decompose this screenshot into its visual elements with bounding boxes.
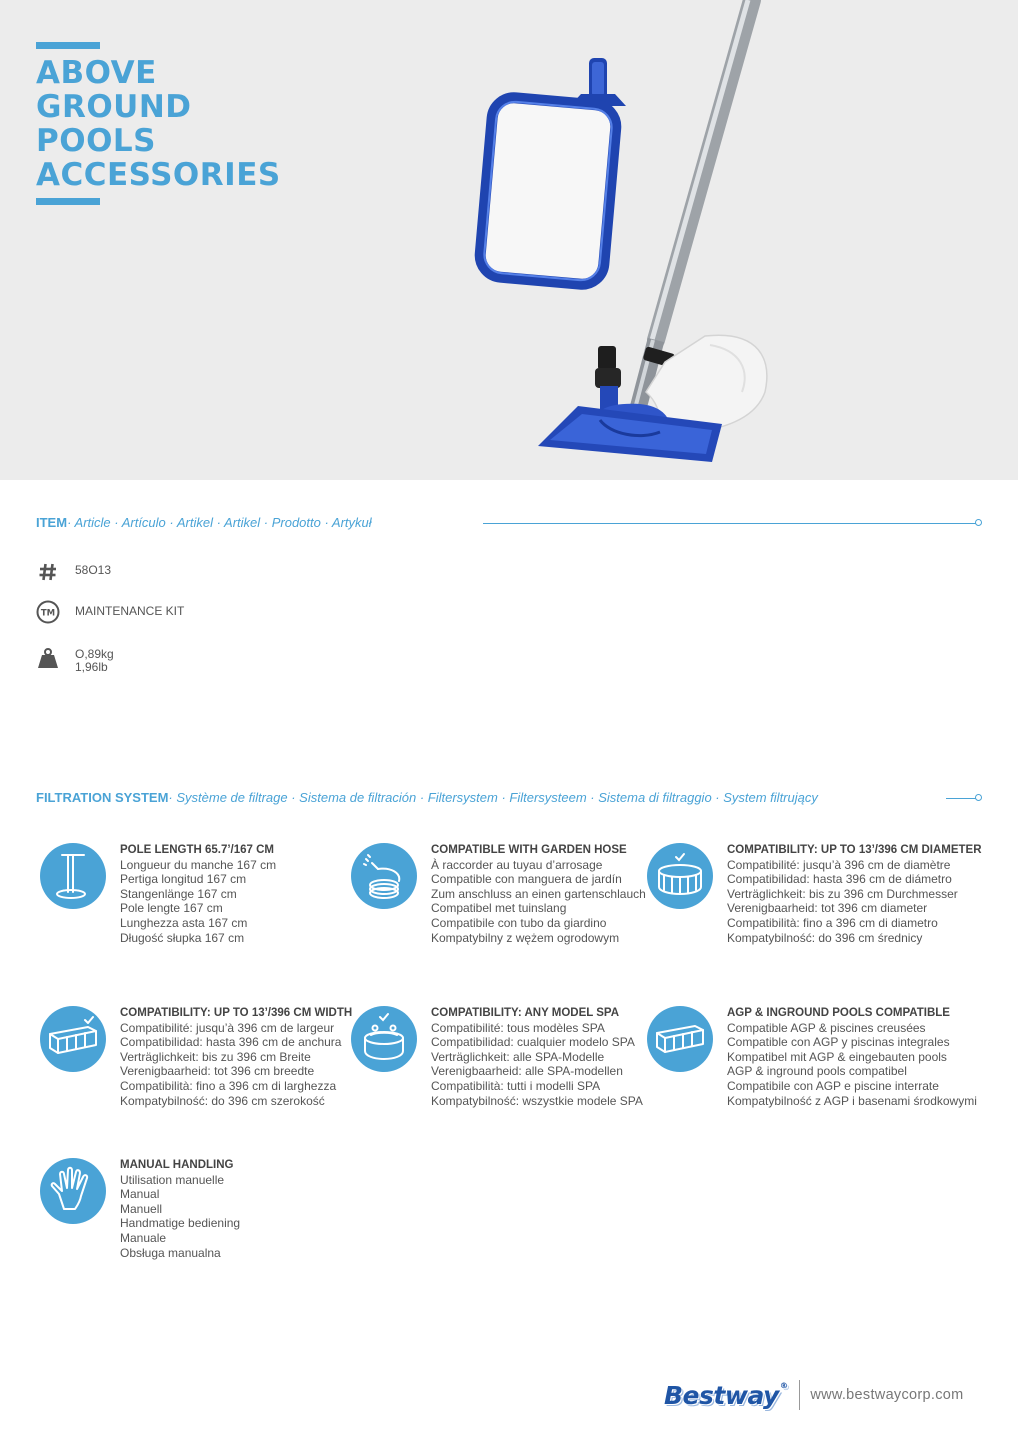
feature-line: Kompatibel mit AGP & eingebauten pools — [727, 1049, 947, 1064]
feature-title: POLE LENGTH 65.7’/167 CM — [120, 844, 275, 856]
feature-line: Manuell — [120, 1201, 163, 1216]
feature-line: Compatible con AGP y piscinas integrales — [727, 1035, 950, 1050]
item-heading-bold: ITEM — [36, 515, 68, 530]
feature-line: Obsługa manualna — [120, 1245, 221, 1260]
item-heading-translations: · Article · Artículo · Artikel · Artikel · Prodotto · Artykuł — [67, 515, 372, 530]
rectangular-pool-icon — [40, 1006, 106, 1072]
feature-line: Compatibilità: fino a 396 cm di diametro — [727, 915, 938, 930]
feature-line: Compatibilità: fino a 396 cm di larghezza — [120, 1078, 337, 1093]
title-line: ABOVE — [36, 55, 157, 91]
registered-mark: ® — [779, 1380, 788, 1390]
leaf-skimmer — [478, 58, 626, 286]
bestway-logo — [664, 1381, 787, 1410]
feature-line: Compatible con manguera de jardín — [431, 872, 622, 887]
feature-line: Longueur du manche 167 cm — [120, 857, 277, 872]
svg-text:TM: TM — [40, 608, 56, 619]
feature-line: Verträglichkeit: alle SPA-Modelle — [431, 1049, 605, 1064]
title-bottom-bar — [36, 198, 100, 205]
spa-icon — [351, 1006, 417, 1072]
feature-line: Kompatybilność z AGP i basenami środkowymi — [727, 1093, 977, 1108]
title-line: GROUND — [36, 89, 192, 125]
spec-weight-kg: O,89kg — [75, 647, 114, 661]
feature-line: Compatibilité: tous modèles SPA — [431, 1020, 605, 1035]
feature-title: COMPATIBILITY: UP TO 13’/396 CM DIAMETER — [727, 844, 982, 856]
feature-line: Manuale — [120, 1230, 167, 1245]
trademark-icon — [36, 600, 60, 624]
pole-icon — [40, 843, 106, 909]
filtration-section-rule-end — [975, 794, 982, 801]
feature-garden-hose — [351, 843, 646, 945]
hero-banner — [0, 0, 1018, 480]
feature-title: MANUAL HANDLING — [120, 1159, 234, 1171]
feature-spa — [351, 1006, 643, 1108]
title-top-bar — [36, 42, 100, 49]
weight-icon — [36, 646, 60, 670]
spec-weight-lb: 1,96lb — [75, 660, 108, 674]
feature-line: Stangenlänge 167 cm — [120, 886, 237, 901]
website-link[interactable]: www.bestwaycorp.com — [810, 1387, 964, 1403]
feature-line: Verenigbaarheid: tot 396 cm breedte — [120, 1064, 315, 1079]
spec-code-row — [36, 560, 111, 584]
feature-title: COMPATIBILITY: UP TO 13’/396 CM WIDTH — [120, 1007, 353, 1019]
feature-line: Verträglichkeit: bis zu 396 cm Durchmesser — [727, 886, 958, 901]
feature-line: Kompatybilność: do 396 cm średnicy — [727, 930, 923, 945]
feature-line: AGP & inground pools compatibel — [727, 1064, 907, 1079]
feature-line: Compatibilidad: cualquier modelo SPA — [431, 1035, 635, 1050]
feature-rectangular-pool — [40, 1006, 352, 1108]
garden-hose-icon — [351, 843, 417, 909]
brand-name: Bestway — [664, 1380, 779, 1410]
feature-line: Kompatybilny z wężem ogrodowym — [431, 930, 620, 945]
spec-weight — [75, 646, 114, 674]
feature-title: COMPATIBLE WITH GARDEN HOSE — [431, 844, 627, 856]
feature-line: Compatibilidad: hasta 396 cm de anchura — [120, 1035, 342, 1050]
feature-line: Manual — [120, 1187, 160, 1202]
feature-line: Kompatybilność: do 396 cm szerokość — [120, 1093, 325, 1108]
spec-name: MAINTENANCE KIT — [75, 604, 185, 618]
feature-round-pool — [647, 843, 982, 945]
feature-line: Utilisation manuelle — [120, 1172, 225, 1187]
feature-line: Handmatige bediening — [120, 1216, 241, 1231]
hand-icon — [40, 1158, 106, 1224]
footer-divider — [799, 1380, 800, 1410]
feature-line: Compatibilidad: hasta 396 cm de diámetro — [727, 872, 952, 887]
feature-line: Lunghezza asta 167 cm — [120, 915, 248, 930]
feature-line: Pole lengte 167 cm — [120, 901, 223, 916]
spec-name-row — [36, 600, 184, 624]
item-section-heading — [36, 515, 372, 530]
spec-weight-row — [36, 646, 114, 674]
spec-code: 58O13 — [75, 563, 112, 577]
feature-pole-length — [40, 843, 276, 945]
feature-line: Verenigbaarheid: alle SPA-modellen — [431, 1064, 623, 1079]
feature-line: À raccorder au tuyau d’arrosage — [431, 857, 603, 872]
feature-line: Compatibile con AGP e piscine interrate — [727, 1078, 939, 1093]
feature-line: Compatibile con tubo da giardino — [431, 915, 607, 930]
product-image — [450, 0, 1018, 480]
feature-agp-inground — [647, 1006, 977, 1108]
feature-line: Compatibilità: tutti i modelli SPA — [431, 1078, 601, 1093]
feature-manual-handling — [40, 1158, 240, 1260]
feature-line: Compatible AGP & piscines creusées — [727, 1020, 926, 1035]
agp-inground-pool-icon — [647, 1006, 713, 1072]
filtration-section-heading — [36, 790, 818, 805]
feature-line: Compatibilité: jusqu’à 396 cm de diamètre — [727, 857, 951, 872]
filtration-section-rule — [946, 798, 976, 799]
page-title — [36, 56, 281, 192]
feature-line: Zum anschluss an einen gartenschlauch — [431, 886, 646, 901]
feature-line: Verenigbaarheid: tot 396 cm diameter — [727, 901, 928, 916]
filtration-heading-translations: · Système de filtrage · Sistema de filtración · Filtersystem · Filtersysteem · Sistema di filtraggio · System filtrujący — [168, 790, 818, 805]
footer — [664, 1380, 964, 1410]
feature-line: Pertiga longitud 167 cm — [120, 872, 247, 887]
round-pool-icon — [647, 843, 713, 909]
item-section-rule-end — [975, 519, 982, 526]
feature-title: COMPATIBILITY: ANY MODEL SPA — [431, 1007, 620, 1019]
hash-icon — [36, 560, 60, 584]
feature-line: Compatibel met tuinslang — [431, 901, 567, 916]
title-line: POOLS — [36, 123, 157, 159]
item-section-rule — [483, 523, 976, 524]
feature-line: Kompatybilność: wszystkie modele SPA — [431, 1093, 643, 1108]
title-line: ACCESSORIES — [36, 157, 281, 193]
filtration-heading-bold: FILTRATION SYSTEM — [36, 790, 169, 805]
feature-line: Długość słupka 167 cm — [120, 930, 245, 945]
feature-title: AGP & INGROUND POOLS COMPATIBLE — [727, 1007, 950, 1019]
feature-line: Verträglichkeit: bis zu 396 cm Breite — [120, 1049, 311, 1064]
feature-line: Compatibilité: jusqu’à 396 cm de largeur — [120, 1020, 335, 1035]
